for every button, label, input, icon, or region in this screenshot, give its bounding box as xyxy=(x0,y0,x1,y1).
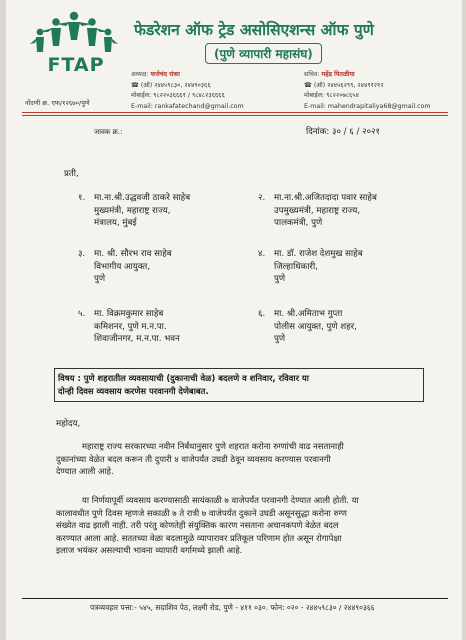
recipient-number: ४. xyxy=(258,249,266,259)
paragraph-line: संख्येत वाढ झाली नाही. तरी परंतु कोणतेही संयुक्तिक कारण नसताना अचानकपणे वेळेत बदल xyxy=(56,520,339,530)
president-name: फत्तेचंद रांका xyxy=(150,71,180,78)
recipient-line: मा. श्री.अमिताभ गुप्ता xyxy=(274,309,343,319)
recipient-line: मंत्रालय, मुंबई xyxy=(94,218,137,228)
recipient-line: उपमुख्यमंत्री, महाराष्ट्र राज्य, xyxy=(274,205,361,216)
paragraph-line: इलाज भयंकर असल्याची भावना व्यापारी वर्गामध्ये झाली आहे. xyxy=(56,545,243,555)
footer-address: पत्रव्यवहार पत्ता:- ५४५, सदाशिव पेठ, लक्ष्मी रोड, पुणे - ४११ ०३०. फोन: ०२० - २४४५९८३० / २४४९०३६६ xyxy=(90,603,375,612)
organization-subtitle: (पुणे व्यापारी महासंघ) xyxy=(205,43,322,64)
president-email: E-mail: rankafatechand@gmail.com xyxy=(131,102,244,110)
recipient-number: ६. xyxy=(258,309,266,319)
logo-text: FTAP xyxy=(47,54,105,76)
secretary-email: E-mail: mahendrapitaliya68@gmail.com xyxy=(304,102,431,110)
paragraph-line: देण्यात आली आहे. xyxy=(56,466,114,476)
recipient-number: १. xyxy=(78,193,86,203)
letter-date: दिनांक: ३० / ६ / २०२१ xyxy=(306,127,381,137)
paragraph-line: करण्यात आला आहे. सततच्या वेळा बदलामुळे व्यापारावर प्रतिकूल परिणाम होत असून रोगापेक्षा xyxy=(56,532,342,543)
subject-line: विषय : पुणे शहरातील व्यवसायाची (दुकानाची वेळ) बदलणे व शनिवार, रविवार या xyxy=(58,373,309,383)
recipient-number: २. xyxy=(258,193,266,203)
letter-page xyxy=(6,0,462,640)
header-divider-red xyxy=(22,112,448,113)
paragraph-line: दुकानांच्या वेळेत बदल करून ती दुपारी ४ वाजेपर्यंत उघडी ठेवून व्यवसाय करण्यास परवानगी xyxy=(56,453,331,464)
president-contact xyxy=(131,70,244,112)
secretary-role: सचिव: xyxy=(304,71,320,78)
paragraph-line: कालावधीत पुणे दिवस म्हणजे सकाळी ७ ते रात्री ७ वाजेपर्यंत दुकाने उघडी असूनसुद्धा करोना रुग्ण xyxy=(56,507,347,518)
ftap-logo xyxy=(26,10,122,94)
greeting: महोदय, xyxy=(56,419,81,429)
recipient-line: पोलीस आयुक्त, पुणे शहर, xyxy=(274,321,357,332)
organization-name: फेडरेशन ऑफ ट्रेड असोसिएशन्स ऑफ पुणे xyxy=(134,21,374,39)
registration-number: नोंदणी क्र. एफ/१२६७०/पुणे xyxy=(25,99,90,107)
recipient-line: पुणे xyxy=(94,274,106,284)
recipient-line: पुणे xyxy=(274,334,286,344)
recipient-line: पुणे xyxy=(274,274,286,284)
reference-label: जावक क्र.: xyxy=(94,128,123,136)
paragraph-line: या निर्णयापूर्वी व्यवसाय करण्यासाठी सायंकाळी ७ वाजेपर्यंत परवानगी देण्यात आली होती. या xyxy=(82,495,359,505)
secretary-phone: ☎ (ऑ) २४४५६२९९, २४४९१२१२ xyxy=(304,81,384,89)
recipient-line: मा. विक्रमकुमार साहेब xyxy=(94,309,164,319)
header-divider-green xyxy=(22,115,448,116)
secretary-mobile: मोबाईल: ९८२२०७८६५४ xyxy=(304,92,359,99)
recipient-line: विभागीय आयुक्त, xyxy=(94,261,151,272)
recipient-number: ३. xyxy=(78,249,86,259)
recipient-line: पालकमंत्री, पुणे xyxy=(274,218,323,228)
subject-line: दोन्ही दिवस व्यवसाय करणेस परवानगी देणेबाबत. xyxy=(58,385,209,396)
president-role: अध्यक्ष: xyxy=(131,71,149,78)
recipient-line: जिल्हाधिकारी, xyxy=(274,261,318,272)
secretary-name: महेंद्र पितळीया xyxy=(321,71,355,78)
secretary-contact xyxy=(304,70,431,112)
recipient-line: मा. श्री. सौरभ राव साहेब xyxy=(94,249,172,259)
recipient-line: मा.ना.श्री.अजितदादा पवार साहेब xyxy=(274,193,377,203)
paragraph-line: महाराष्ट्र राज्य सरकारच्या नवीन निर्बंधानुसार पुणे शहरात करोना रुग्णांची वाढ नसतानाही xyxy=(82,441,344,451)
paragraph-2 xyxy=(56,494,444,557)
paragraph-1 xyxy=(56,440,444,478)
people-emblem-icon xyxy=(26,10,122,60)
subject xyxy=(58,372,418,397)
salutation-to: प्रती, xyxy=(64,169,79,179)
recipient-line: मा.ना.श्री.उद्धवजी ठाकरे साहेब xyxy=(94,193,191,203)
recipient-line: कमिशनर, पुणे म.न.पा. xyxy=(94,321,167,332)
recipient-line: मुख्यमंत्री, महाराष्ट्र राज्य, xyxy=(94,205,171,216)
president-mobile: मोबाईल: ९८२२०३६६६१ / ९८४८२३६६६६ xyxy=(131,92,225,99)
footer-divider xyxy=(22,598,448,599)
recipient-number: ५. xyxy=(78,309,86,319)
president-phone: ☎ (ऑ) २४४५९८३०, २४४९०३६६ xyxy=(131,81,211,89)
recipient-line: मा. डॉ. राजेश देशमुख साहेब xyxy=(274,249,363,259)
recipient-line: शिवाजीनगर, म.न.पा. भवन xyxy=(94,334,180,344)
